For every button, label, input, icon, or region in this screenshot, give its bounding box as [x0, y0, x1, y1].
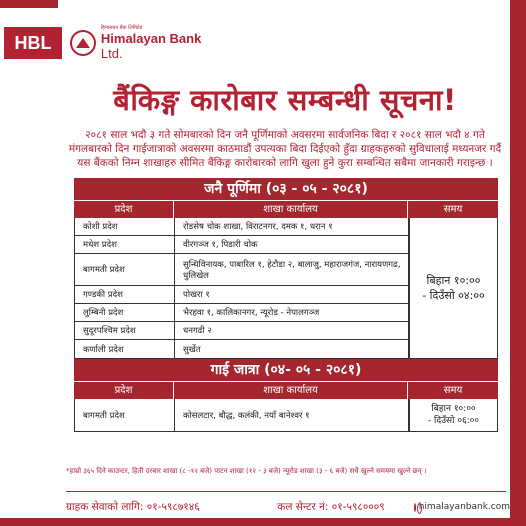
logo-name	[101, 31, 226, 61]
province-cell: कोशी प्रदेश	[75, 218, 175, 235]
table-row	[75, 399, 409, 431]
table-row	[75, 286, 409, 304]
branch-cell: सुन्धिविनायक, पाबारिल १, हेटौडा २, बालाजु, महाराजगंज, नारायणगढ, धुलिखेल	[175, 254, 409, 285]
table-row	[75, 236, 409, 254]
province-cell: बागमती प्रदेश	[75, 399, 175, 431]
table2-header-time: समय	[443, 385, 463, 396]
branch-cell: कोसलटार, बौद्ध, कलंकी, नयाँ बानेश्वर १	[175, 399, 409, 431]
time-end: - दिउँसो ०४:००	[422, 289, 485, 302]
table2-header-province: प्रदेश	[74, 382, 174, 399]
footer-divider	[66, 491, 506, 492]
table-row	[75, 340, 409, 358]
right-frame-band	[510, 0, 526, 526]
bottom-frame-band	[0, 518, 526, 526]
branch-cell: सुर्खेत	[175, 340, 409, 358]
table2-body	[74, 399, 498, 432]
table-row	[75, 254, 409, 286]
time-start: बिहान १०:००	[426, 274, 481, 287]
table-row	[75, 322, 409, 340]
branch-cell: वीरगञ्ज १, पिडारी चोक	[175, 236, 409, 253]
globe-icon	[414, 503, 416, 512]
footnote: *हाम्रो ३६५ दिने काउन्टर, हिती दरबार शाखा (८ -१२ बजे) पाटन शाखा (१२ - ३ बजे) न्यूरोड शाखा (३ - ६ बजे) सधैं खुल्ने समयमा खुल्ने छन् ।	[66, 467, 427, 475]
table2-header-branch: शाखा कार्यालय	[174, 382, 408, 399]
table1-header-province: प्रदेश	[74, 201, 174, 218]
table-row	[75, 218, 409, 236]
table1-header-branch: शाखा कार्यालय	[174, 201, 408, 218]
customer-service-number: ग्राहक सेवाको लागि: ०१-५९८७१४६	[66, 501, 200, 513]
province-cell: बागमती प्रदेश	[75, 254, 175, 285]
website-text: himalayanbank.com	[418, 502, 510, 512]
time-start: बिहान १०:००	[431, 404, 476, 414]
table2-title: गाई जात्रा (०४- ०५ - २०८१)	[74, 359, 498, 381]
footer	[66, 500, 510, 514]
logo-subtitle: हिमालयन बैंक लिमिटेड	[100, 25, 143, 31]
table1-title: जनै पूर्णिमा (०३ - ०५ - २०८१)	[74, 178, 498, 200]
hbl-logo: HBL	[4, 27, 62, 59]
website-link[interactable]	[416, 502, 510, 512]
province-cell: सुदूरपश्चिम प्रदेश	[75, 322, 175, 339]
table1-header-time: समय	[443, 204, 463, 215]
table1-time-cell	[409, 218, 497, 358]
branch-cell: भैरहवा १, कालिकानगर, न्यूरोड - नेपालगञ्ज	[175, 304, 409, 321]
branch-cell: धनगढी २	[175, 322, 409, 339]
province-cell: लुम्बिनी प्रदेश	[75, 304, 175, 321]
himalayan-bank-logo	[64, 25, 226, 61]
branch-cell: पोखरा १	[175, 286, 409, 303]
logo-name-suffix: Ltd.	[100, 46, 123, 61]
table2-time-cell	[409, 399, 497, 431]
logo-name-main: Himalayan Bank	[100, 31, 202, 46]
time-end: - दिउँसो ०६:००	[427, 416, 480, 426]
table1-header	[74, 200, 498, 218]
province-cell: मधेश प्रदेश	[75, 236, 175, 253]
branch-cell: रोडसेष चोक शाखा, विराटनगर, दमक १, धरान १	[175, 218, 409, 235]
table1-body	[74, 218, 498, 359]
province-cell: कर्णाली प्रदेश	[75, 340, 175, 358]
notice-paragraph: २०८१ साल भदौ ३ गते सोमबारको दिन जनै पूर्णिमाको अवसरमा सार्वजनिक बिदा र २०८१ साल भदौ ४ गते मंगलबारको दिन गाईजात्राको अवसरमा काठमाडौं उपत्यका बिदा दिईएको हुँदा ग्राहकहरुको सुविधालाई मध्यनजर गर्दै यस बैंकको निम्न शाखाहरु सीमित बैंकिङ्ग कारोबारको लागि खुला हुने कुरा सम्बन्धित सबैमा जानकारी गराइन्छ ।	[68, 129, 502, 169]
mountain-emblem-icon	[70, 30, 96, 56]
table2-header	[74, 381, 498, 399]
call-center-number: कल सेन्टर नं: ०१-५९८०००९	[277, 501, 385, 513]
page-title: बैंकिङ्ग कारोबार सम्बन्धी सूचना!	[113, 83, 457, 117]
table-row	[75, 304, 409, 322]
schedule-tables	[74, 178, 498, 432]
province-cell: गण्डकी प्रदेश	[75, 286, 175, 303]
